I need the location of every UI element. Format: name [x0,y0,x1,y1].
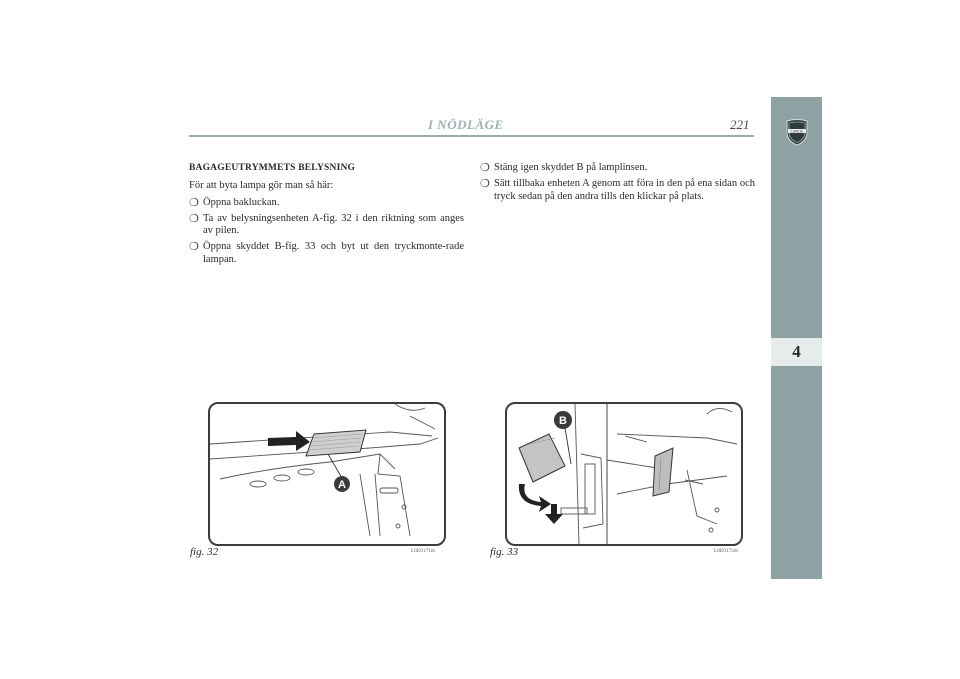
lamp-unit-removed [653,448,673,496]
lamp-unit [306,430,366,456]
lancia-logo-icon [785,118,809,146]
bullet-icon: ❍ [480,162,490,174]
bullet-icon: ❍ [189,241,199,254]
list-item [189,213,464,238]
chapter-number: 4 [771,338,822,366]
figure-33-caption: fig. 33 [490,546,519,558]
chapter-side-tab [771,97,822,579]
figure-32-illustration [208,402,446,546]
trunk-light-drawing [210,404,444,544]
list-item-text: Öppna skyddet B-fig. 33 och byt ut den tryckmonte-rade lampan. [203,241,464,265]
bullet-icon: ❍ [189,212,199,225]
figure-32-caption: fig. 32 [190,546,219,558]
list-item-text: Stäng igen skyddet B på lamplinsen. [494,162,648,173]
figure-32-code: L0E0171m [411,549,436,554]
list-item-text: Öppna bakluckan. [203,196,280,208]
callout-a: A [338,479,346,491]
right-column [480,162,755,207]
bullet-icon: ❍ [480,178,490,191]
list-item [189,241,464,266]
bullet-icon: ❍ [189,196,199,209]
page-header-title: I NÖDLÄGE [428,117,504,132]
left-column [189,162,464,270]
down-arrow-icon [545,504,563,524]
intro-text: För att byta lampa gör man så här: [189,180,334,192]
list-item-text: Sätt tillbaka enheten A genom att föra in den på ena sidan och tryck sedan på den andra tills den klickar på plats. [494,178,755,202]
list-item-text: Ta av belysningsenheten A-fig. 32 i den riktning som anges av pilen. [203,212,464,237]
header-rule [189,135,754,137]
list-item [480,162,755,174]
lamp-replacement-drawing [507,404,741,544]
logo-text: LANCIA [791,129,803,134]
arrow-icon [268,431,310,451]
figure-33-illustration [505,402,743,546]
lamp-cover [519,434,565,482]
callout-b: B [559,415,567,427]
list-item [480,178,755,203]
section-heading: BAGAGEUTRYMMETS BELYSNING [189,163,356,173]
rotate-arrow-icon [519,484,551,512]
side-tab-bottom [771,368,822,579]
list-item [189,197,464,209]
page-number: 221 [730,117,750,132]
figure-33-code: L0E0172m [714,549,739,554]
